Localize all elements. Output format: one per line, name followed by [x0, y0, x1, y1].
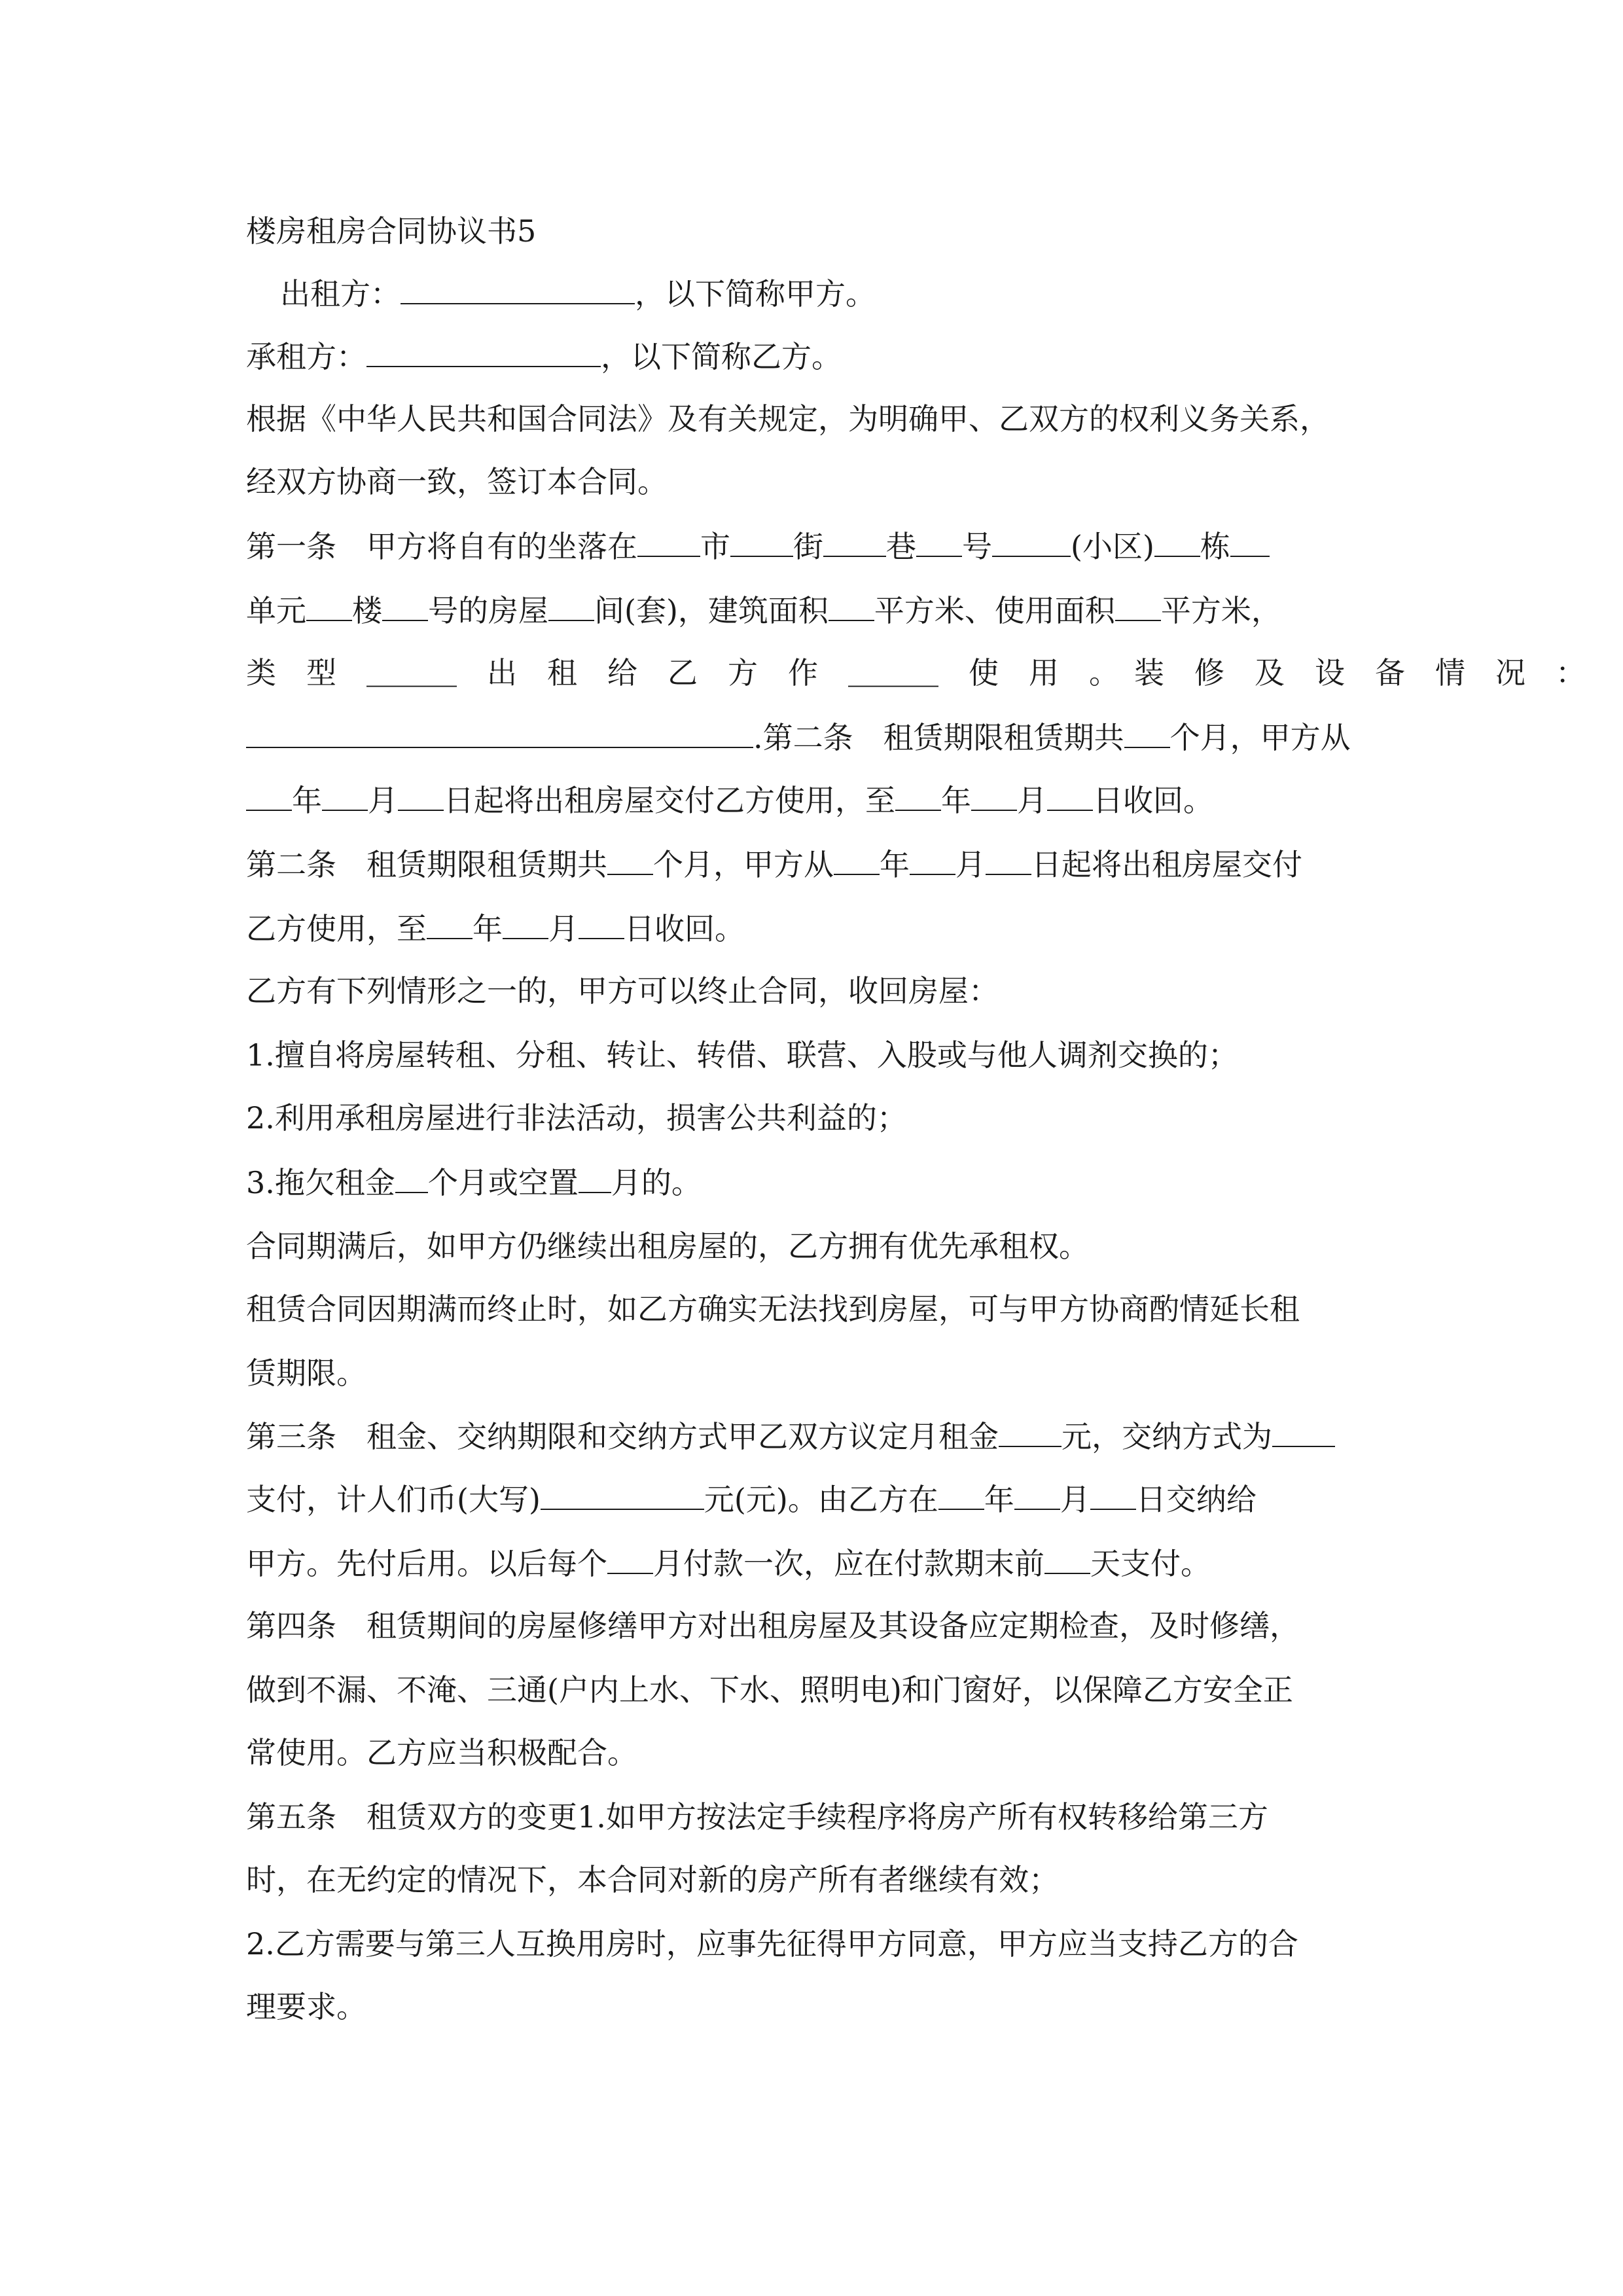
article-1-line-2: 单元 楼 号的房屋 间(套)，建筑面积 平方米、使用面积 平方米，: [246, 593, 1281, 628]
lessor-blank: [401, 278, 635, 304]
renewal-priority: 合同期满后，如甲方仍继续出租房屋的，乙方拥有优先承租权。: [246, 1229, 1089, 1264]
article-1-line-1: 第一条 甲方将自有的坐落在 市 街 巷 号 (小区) 栋: [246, 531, 1270, 562]
preamble-line-1: 根据《中华人民共和国合同法》及有关规定，为明确甲、乙双方的权利义务关系，: [246, 401, 1330, 437]
equipment-blank: [246, 722, 753, 748]
lessee-line: 承租方： ，以下简称乙方。: [246, 339, 842, 374]
lessee-blank: [366, 341, 601, 367]
lessor-line: 出租方： ，以下简称甲方。: [280, 276, 876, 312]
extension-line-2: 赁期限。: [246, 1355, 366, 1391]
article-2-line-2: 乙方使用，至 年 月 日收回。: [246, 911, 745, 946]
article-5-line-4: 理要求。: [246, 1989, 366, 2024]
article-2-line-1: 第二条 租赁期限租赁期共 个月，甲方从 年 月 日起将出租房屋交付: [246, 847, 1302, 882]
article-3-line-2: 支付，计人们币(大写) 元(元)。由乙方在 年 月 日交纳给: [246, 1482, 1257, 1517]
article-4-line-2: 做到不漏、不淹、三通(户内上水、下水、照明电)和门窗好，以保障乙方安全正: [246, 1672, 1293, 1708]
termination-item-2: 2.利用承租房屋进行非法活动，损害公共利益的；: [246, 1100, 907, 1136]
termination-item-1: 1.擅自将房屋转租、分租、转让、转借、联营、入股或与他人调剂交换的；: [246, 1037, 1238, 1073]
article-4-line-3: 常使用。乙方应当积极配合。: [246, 1735, 637, 1770]
termination-item-3: 3.拖欠租金 个月或空置 月的。: [246, 1165, 702, 1200]
article-5-line-3: 2.乙方需要与第三人互换用房时，应事先征得甲方同意，甲方应当支持乙方的合: [246, 1926, 1298, 1962]
extension-line-1: 租赁合同因期满而终止时，如乙方确实无法找到房屋，可与甲方协商酌情延长租: [246, 1291, 1300, 1327]
article-3-line-3: 甲方。先付后用。以后每个 月付款一次，应在付款期末前 天支付。: [246, 1546, 1211, 1581]
article-1-line-3: 类 型 ＿＿＿ 出 租 给 乙 方 作 ＿＿＿ 使 用 。 装 修 及 设 备 情 况 ：: [246, 655, 1586, 691]
article-3-line-1: 第三条 租金、交纳期限和交纳方式甲乙双方议定月租金 元，交纳方式为: [246, 1421, 1335, 1452]
termination-intro: 乙方有下列情形之一的，甲方可以终止合同，收回房屋：: [246, 973, 999, 1009]
article-4-line-1: 第四条 租赁期间的房屋修缮甲方对出租房屋及其设备应定期检查，及时修缮，: [246, 1608, 1300, 1643]
document-title: 楼房租房合同协议书5: [246, 213, 537, 249]
article-1-line-5: 年 月 日起将出租房屋交付乙方使用，至 年 月 日收回。: [246, 785, 1213, 816]
preamble-line-2: 经双方协商一致，签订本合同。: [246, 464, 668, 499]
article-1-line-4: .第二条 租赁期限租赁期共 个月，甲方从: [246, 722, 1351, 753]
article-5-line-1: 第五条 租赁双方的变更1.如甲方按法定手续程序将房产所有权转移给第三方: [246, 1799, 1268, 1835]
article-5-line-2: 时，在无约定的情况下，本合同对新的房产所有者继续有效；: [246, 1862, 1059, 1897]
